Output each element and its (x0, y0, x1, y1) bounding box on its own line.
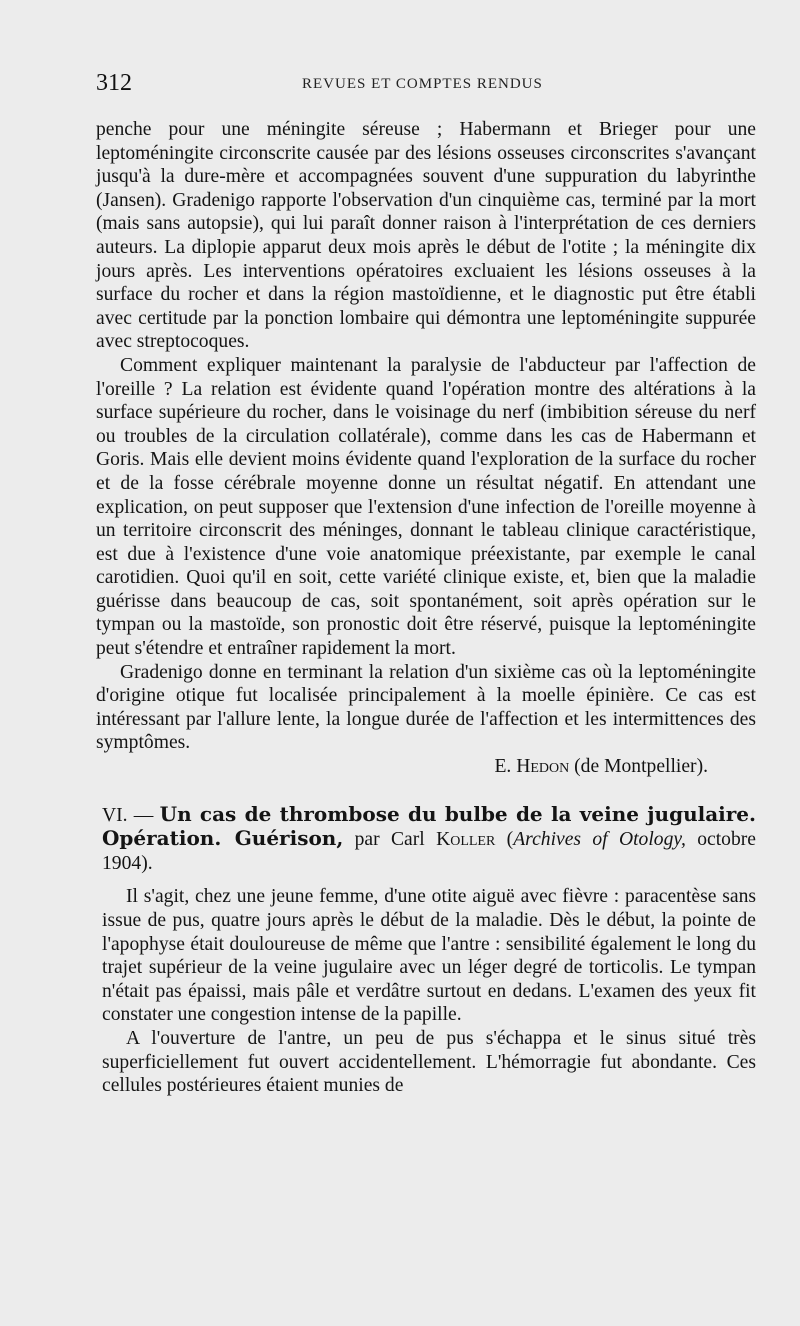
signature-place: (de Montpellier). (569, 756, 708, 778)
signature-name: Hedon (516, 756, 570, 778)
section-author-prefix: par Carl (343, 829, 437, 851)
section-vi (96, 803, 756, 1098)
author-signature (96, 755, 756, 779)
running-title: REVUES ET COMPTES RENDUS (302, 76, 543, 92)
article-body (96, 118, 756, 1098)
section-date: octobre 1904). (102, 829, 756, 874)
section-number: VI. — (102, 804, 160, 826)
paragraph-3: Gradenigo donne en terminant la relation d'un sixième cas où la leptoméningite d'origine otique fut localisée principalement à la moelle épinière. Ce cas est intéressant par l'allure lente, la longue durée de l'affection et les intermittences des symptômes. (96, 661, 756, 754)
section-heading: VI. — Un cas de thrombose du bulbe de la veine jugulaire. Opération. Guérison, par Carl Koller (Archives of Otology, octobre 1904). (102, 801, 756, 874)
section-source: Archives of Otology, (513, 829, 686, 851)
signature-initial: E. (494, 756, 517, 778)
section-author: Koller (436, 829, 496, 851)
page-header (96, 70, 760, 100)
paragraph-1: penche pour une méningite séreuse ; Habermann et Brieger pour une leptoméningite circonscrite causée par des lésions osseuses circonscrites s'avançant jusqu'à la dure-mère et accompagnées souvent d'une suppuration du labyrinthe (Jansen). Gradenigo rapporte l'observation d'un cinquième cas, terminé par la mort (mais sans autopsie), qui lui paraît donner raison à l'interprétation de ces derniers auteurs. La diplopie apparut deux mois après le début de l'otite ; la méningite dix jours après. Les interventions opératoires excluaient les lésions osseuses à la surface du rocher et dans la région mastoïdienne, et le diagnostic put être établi avec certitude par la ponction lombaire qui démontra une leptoméningite suppurée avec streptocoques. (96, 119, 756, 353)
section-paragraph-1: Il s'agit, chez une jeune femme, d'une otite aiguë avec fièvre : paracentèse sans issue de pus, quatre jours après le début de la maladie. Dès le début, la pointe de l'apophyse était douloureuse de même que l'antre : sensibilité également le long du trajet supérieur de la veine jugulaire avec un léger degré de torticolis. Le tympan n'était pas épaissi, mais pâle et verdâtre surtout en dedans. L'examen des yeux fit constater une congestion intense de la papille. (102, 886, 756, 1026)
page-number: 312 (96, 70, 132, 96)
section-title: Un cas de thrombose du bulbe de la veine jugulaire. Opération. Guérison, (102, 801, 756, 851)
section-paragraph-2: A l'ouverture de l'antre, un peu de pus s'échappa et le sinus situé très superficiellement fut ouvert accidentellement. L'hémorragie fut abondante. Ces cellules postérieures étaient munies de (102, 1027, 756, 1097)
paragraph-2: Comment expliquer maintenant la paralysie de l'abducteur par l'affection de l'oreille ? La relation est évidente quand l'opération montre des altérations à la surface supérieure du rocher, dans le voisinage du nerf (imbibition séreuse du nerf ou troubles de la circulation collatérale), comme dans les cas de Habermann et Goris. Mais elle devient moins évidente quand l'exploration de la surface du rocher et de la fosse cérébrale moyenne donne un résultat négatif. En attendant une explication, on peut supposer que l'extension d'une infection de l'oreille moyenne à un territoire circonscrit des méninges, donnant le tableau clinique caractéristique, est due à l'existence d'une voie anatomique préexistante, par exemple le canal carotidien. Quoi qu'il en soit, cette variété clinique existe, et, bien que la maladie guérisse dans beaucoup de cas, soit spontanément, soit après opération sur le tympan ou la mastoïde, son pronostic doit être réservé, puisque la leptoméningite peut s'étendre et entraîner rapidement la mort. (96, 354, 756, 660)
